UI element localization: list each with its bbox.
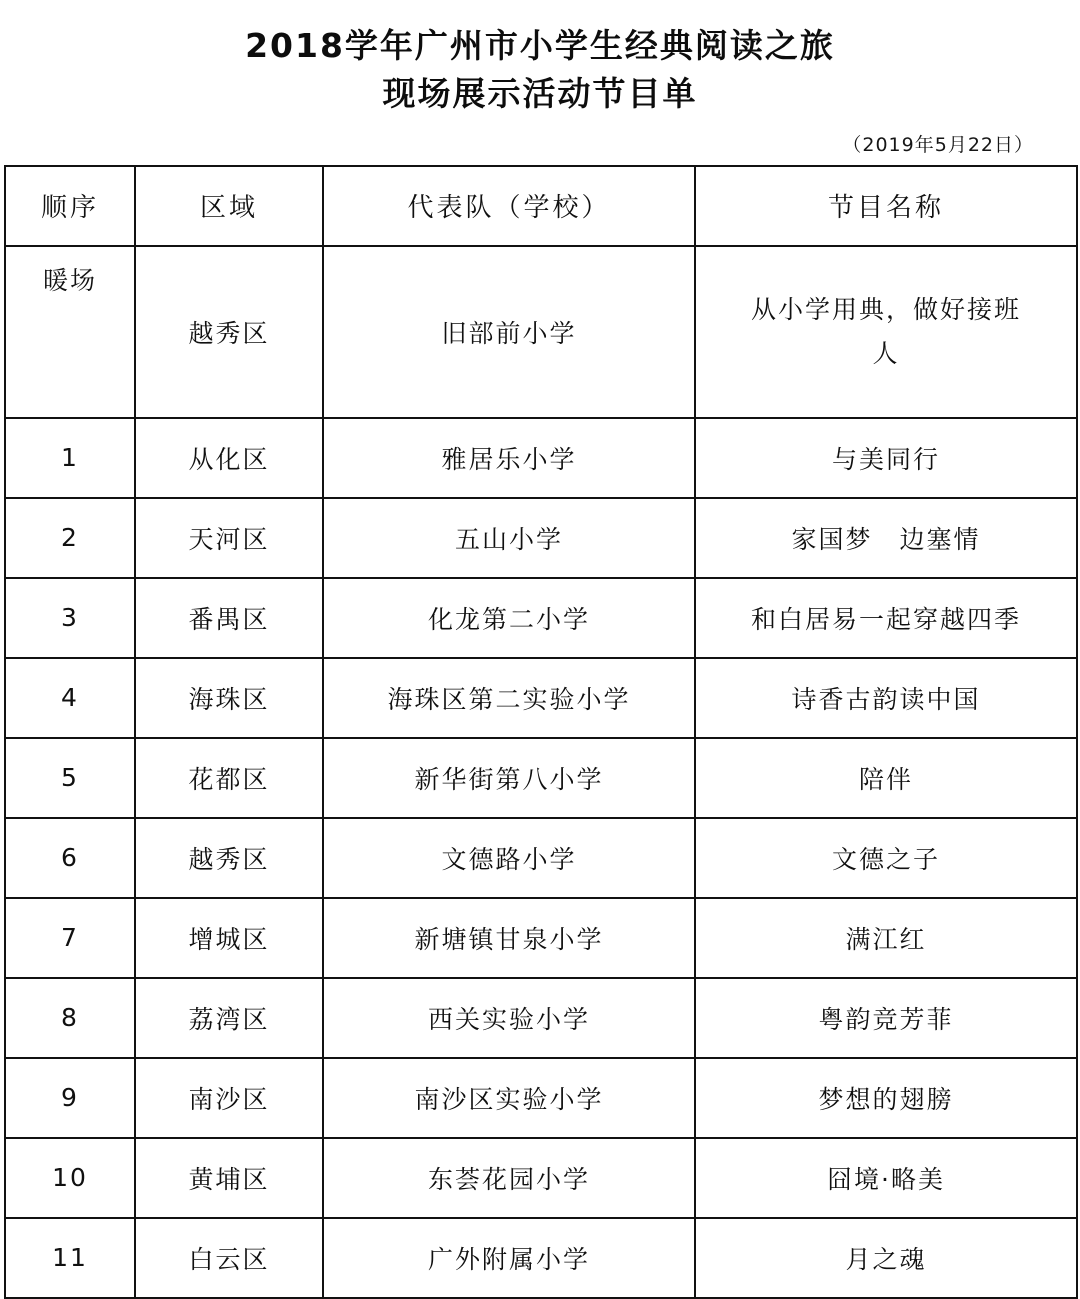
cell-program: 陪伴: [695, 738, 1077, 818]
cell-team: 雅居乐小学: [323, 418, 695, 498]
cell-team: 文德路小学: [323, 818, 695, 898]
cell-program: 家国梦 边塞情: [695, 498, 1077, 578]
cell-order: 5: [5, 738, 135, 818]
cell-program: 和白居易一起穿越四季: [695, 578, 1077, 658]
table-row: [5, 418, 1077, 498]
cell-area: 番禺区: [135, 578, 323, 658]
cell-team: 新华街第八小学: [323, 738, 695, 818]
cell-area: 越秀区: [135, 246, 323, 418]
cell-area: 白云区: [135, 1218, 323, 1298]
cell-program: [695, 246, 1077, 418]
cell-order: 暖场: [5, 246, 135, 418]
page-title-line-1: 2018学年广州市小学生经典阅读之旅: [245, 26, 835, 65]
cell-team: 五山小学: [323, 498, 695, 578]
cell-program: 囧境·略美: [695, 1138, 1077, 1218]
cell-program: 诗香古韵读中国: [695, 658, 1077, 738]
cell-team: 旧部前小学: [323, 246, 695, 418]
cell-area: 海珠区: [135, 658, 323, 738]
cell-area: 花都区: [135, 738, 323, 818]
cell-order: 4: [5, 658, 135, 738]
cell-area: 增城区: [135, 898, 323, 978]
cell-program: 月之魂: [695, 1218, 1077, 1298]
table-row: [5, 498, 1077, 578]
cell-area: 天河区: [135, 498, 323, 578]
cell-team: 广外附属小学: [323, 1218, 695, 1298]
table-header-row: [5, 166, 1077, 246]
cell-order: 7: [5, 898, 135, 978]
cell-program-line-1: 从小学用典，做好接班: [750, 294, 1021, 324]
cell-order: 8: [5, 978, 135, 1058]
column-header-team: 代表队（学校）: [323, 166, 695, 246]
table-row: [5, 1218, 1077, 1298]
cell-program: 满江红: [695, 898, 1077, 978]
cell-order: 11: [5, 1218, 135, 1298]
table-row: [5, 578, 1077, 658]
table-row: [5, 658, 1077, 738]
table-row: [5, 1138, 1077, 1218]
cell-order: 2: [5, 498, 135, 578]
program-table: [4, 165, 1078, 1299]
column-header-area: 区域: [135, 166, 323, 246]
page-title-line-2: 现场展示活动节目单: [382, 73, 698, 113]
column-header-order: 顺序: [5, 166, 135, 246]
cell-order: 1: [5, 418, 135, 498]
cell-program: 梦想的翅膀: [695, 1058, 1077, 1138]
table-row: [5, 738, 1077, 818]
cell-order: 3: [5, 578, 135, 658]
cell-program: 文德之子: [695, 818, 1077, 898]
cell-team: 新塘镇甘泉小学: [323, 898, 695, 978]
document-title-block: [0, 0, 1080, 118]
cell-area: 越秀区: [135, 818, 323, 898]
cell-area: 荔湾区: [135, 978, 323, 1058]
table-row: [5, 898, 1077, 978]
document-date-note: （2019年5月22日）: [842, 133, 1034, 156]
cell-team: 化龙第二小学: [323, 578, 695, 658]
cell-team: 东荟花园小学: [323, 1138, 695, 1218]
cell-area: 黄埔区: [135, 1138, 323, 1218]
cell-order: 6: [5, 818, 135, 898]
cell-team: 海珠区第二实验小学: [323, 658, 695, 738]
cell-team: 西关实验小学: [323, 978, 695, 1058]
table-row: [5, 1058, 1077, 1138]
table-row: [5, 818, 1077, 898]
cell-team: 南沙区实验小学: [323, 1058, 695, 1138]
table-row: [5, 246, 1077, 418]
table-row: [5, 978, 1077, 1058]
column-header-program: 节目名称: [695, 166, 1077, 246]
cell-program-line-2: 人: [872, 338, 900, 368]
cell-area: 南沙区: [135, 1058, 323, 1138]
cell-order: 10: [5, 1138, 135, 1218]
cell-order: 9: [5, 1058, 135, 1138]
cell-area: 从化区: [135, 418, 323, 498]
cell-program: 与美同行: [695, 418, 1077, 498]
cell-program: 粤韵竞芳菲: [695, 978, 1077, 1058]
